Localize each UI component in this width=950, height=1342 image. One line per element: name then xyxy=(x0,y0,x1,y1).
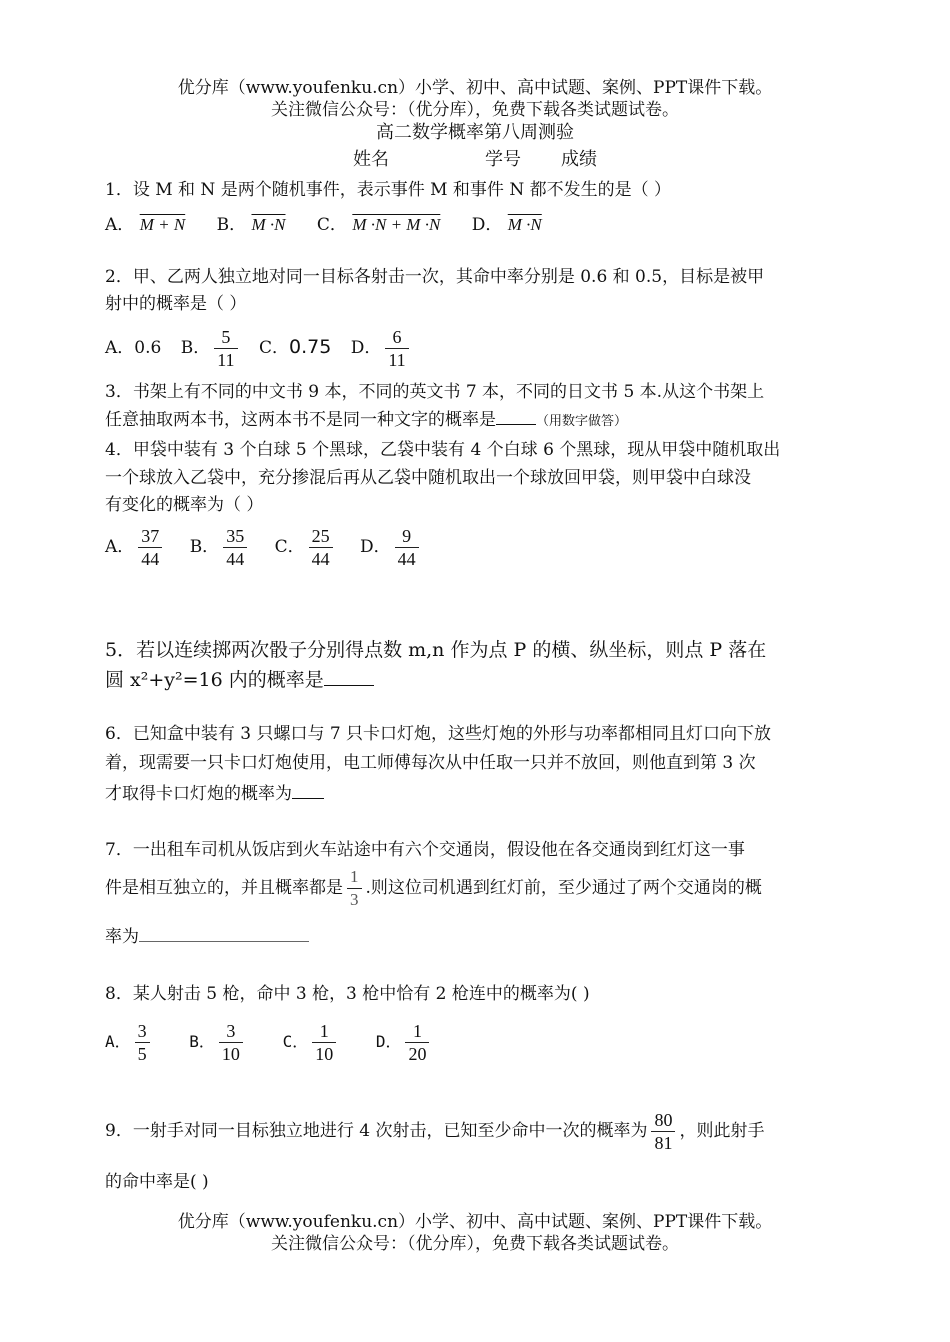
q4-option-b-fraction xyxy=(223,525,247,570)
q1-option-a: M + N xyxy=(139,215,186,234)
q8-option-a-denominator: 5 xyxy=(137,1044,147,1064)
q8-option-a-numerator: 3 xyxy=(135,1020,150,1043)
q1-option-d: M ·N xyxy=(507,215,542,234)
q8-option-c xyxy=(283,1018,341,1066)
q6-line-2: 着，现需要一只卡口灯炮使用，电工师傅每次从中任取一只并不放回，则他直到第 3 次 xyxy=(105,753,756,773)
q4-option-a-numerator: 37 xyxy=(138,525,162,548)
q6-answer-blank[interactable] xyxy=(292,782,324,799)
q2-line-1: 2．甲、乙两人独立地对同一目标各射击一次，其命中率分别是 0.6 和 0.5，目标是被甲 xyxy=(105,267,765,287)
q2-option-d-numerator: 6 xyxy=(385,326,408,349)
q9-line-2: 的命中率是( ) xyxy=(105,1172,209,1192)
q8-option-c-numerator: 1 xyxy=(312,1020,336,1043)
q9-line-1-text-a: 9．一射手对同一目标独立地进行 4 次射击，已知至少命中一次的概率为 xyxy=(105,1121,648,1141)
q8-option-c-fraction xyxy=(312,1020,336,1065)
q8-option-b-numerator: 3 xyxy=(219,1020,243,1043)
q2-option-d-label: D． xyxy=(350,338,382,358)
q9-fraction-denominator: 81 xyxy=(654,1133,673,1153)
q1-option-c: M ·N + M ·N xyxy=(352,215,441,234)
q1-option-c-label: C． xyxy=(316,215,347,235)
q4-option-d xyxy=(360,523,423,571)
q8-option-d-denominator: 20 xyxy=(408,1044,427,1064)
q1-option-d-label: D． xyxy=(471,215,503,235)
q2-option-c-label: C． xyxy=(258,338,289,358)
q6-line-1: 6．已知盒中装有 3 只螺口与 7 只卡口灯炮，这些灯炮的外形与功率都相同且灯口向下放 xyxy=(105,724,772,744)
q8-option-a-label: A． xyxy=(105,1032,131,1051)
q2-option-d-denominator: 11 xyxy=(388,350,406,370)
q5-line-2 xyxy=(105,666,374,693)
q4-line-1: 4．甲袋中装有 3 个白球 5 个黑球，乙袋中装有 4 个白球 6 个黑球，现从甲袋中随机取出 xyxy=(105,440,781,460)
q8-options xyxy=(105,1018,451,1068)
q7-probability-fraction xyxy=(347,866,362,911)
q4-option-c-denominator: 44 xyxy=(311,549,330,569)
q2-option-b-fraction xyxy=(214,326,237,371)
q4-option-b xyxy=(190,523,252,571)
q3-line-2-text: 任意抽取两本书，这两本书不是同一种文字的概率是 xyxy=(105,410,496,430)
q1-stem: 1．设 M 和 N 是两个随机事件，表示事件 M 和事件 N 都不发生的是（ ） xyxy=(105,180,672,200)
q4-option-d-denominator: 44 xyxy=(397,549,416,569)
q4-option-b-numerator: 35 xyxy=(223,525,247,548)
q8-option-c-label: C． xyxy=(282,1032,309,1051)
q3-line-2 xyxy=(105,408,627,433)
q2-option-a: A．0.6 xyxy=(105,338,162,358)
q3-note: （用数字做答） xyxy=(536,414,628,429)
q5-line-2-text: 圆 x²+y²=16 内的概率是 xyxy=(105,669,324,691)
q4-option-d-numerator: 9 xyxy=(395,525,419,548)
q7-line-2-text-b: .则这位司机遇到红灯前，至少通过了两个交通岗的概 xyxy=(365,878,762,898)
page-title: 高二数学概率第八周测验 xyxy=(376,122,574,143)
q7-line-2 xyxy=(105,864,762,914)
q8-option-d xyxy=(376,1018,434,1066)
q4-option-d-fraction xyxy=(395,525,419,570)
q1-option-b: M ·N xyxy=(251,215,286,234)
q4-option-c-numerator: 25 xyxy=(309,525,333,548)
id-label: 学号 xyxy=(485,149,521,170)
q8-option-b xyxy=(189,1018,247,1066)
q8-option-d-fraction xyxy=(405,1020,429,1065)
q4-option-b-label: B． xyxy=(189,537,220,557)
q4-line-3: 有变化的概率为（ ） xyxy=(105,495,264,515)
q7-line-3 xyxy=(105,925,309,948)
q8-option-b-label: B． xyxy=(189,1032,215,1051)
q9-line-1 xyxy=(105,1107,764,1157)
header-line-2: 关注微信公众号：（优分库），免费下载各类试题试卷。 xyxy=(271,100,679,120)
q2-option-c: 0.75 xyxy=(288,336,332,358)
q7-fraction-numerator: 1 xyxy=(347,866,362,889)
q8-option-d-label: D． xyxy=(375,1032,402,1051)
footer-line-2: 关注微信公众号：（优分库），免费下载各类试题试卷。 xyxy=(271,1234,679,1254)
q8-option-b-denominator: 10 xyxy=(221,1044,240,1064)
q2-option-b-numerator: 5 xyxy=(214,326,237,349)
name-label: 姓名 xyxy=(353,149,389,170)
q4-option-c xyxy=(275,523,337,571)
q6-line-3-text: 才取得卡口灯炮的概率为 xyxy=(105,784,292,804)
q7-line-3-text: 率为 xyxy=(105,927,139,947)
score-label: 成绩 xyxy=(561,149,597,170)
q4-line-2: 一个球放入乙袋中，充分掺混后再从乙袋中随机取出一个球放回甲袋，则甲袋中白球没 xyxy=(105,468,751,488)
q4-option-a-label: A． xyxy=(105,537,135,557)
q4-options xyxy=(105,523,441,573)
q8-option-b-fraction xyxy=(219,1020,243,1065)
header-line-1: 优分库（www.youfenku.cn）小学、初中、高中试题、案例、PPT课件下载。 xyxy=(177,78,773,98)
q9-line-1-text-b: ，则此射手 xyxy=(679,1121,765,1141)
q9-probability-fraction xyxy=(651,1109,675,1154)
q2-option-b-denominator: 11 xyxy=(217,350,235,370)
q2-option-b-label: B． xyxy=(180,338,211,358)
student-info xyxy=(0,149,950,171)
q3-line-1: 3．书架上有不同的中文书 9 本，不同的英文书 7 本，不同的日文书 5 本.从这个书架上 xyxy=(105,382,765,402)
q3-answer-blank[interactable] xyxy=(496,408,536,425)
q1-options xyxy=(105,214,542,236)
footer-line-1: 优分库（www.youfenku.cn）小学、初中、高中试题、案例、PPT课件下载。 xyxy=(177,1212,773,1232)
q5-answer-blank[interactable] xyxy=(324,666,374,686)
q1-option-b-label: B． xyxy=(216,215,247,235)
q8-option-c-denominator: 10 xyxy=(315,1044,334,1064)
q4-option-c-fraction xyxy=(309,525,333,570)
q4-option-d-label: D． xyxy=(360,537,391,557)
q8-option-a-fraction xyxy=(135,1020,150,1065)
q7-line-2-text-a: 件是相互独立的，并且概率都是 xyxy=(105,878,343,898)
q4-option-c-label: C． xyxy=(274,537,305,557)
q6-line-3 xyxy=(105,782,324,805)
q9-fraction-numerator: 80 xyxy=(651,1109,675,1132)
q7-fraction-denominator: 3 xyxy=(350,890,359,909)
q4-option-b-denominator: 44 xyxy=(226,549,245,569)
q2-options xyxy=(105,323,413,373)
q4-option-a-fraction xyxy=(138,525,162,570)
q8-option-d-numerator: 1 xyxy=(405,1020,429,1043)
q8-option-a xyxy=(105,1018,154,1066)
q4-option-a-denominator: 44 xyxy=(141,549,160,569)
q4-option-a xyxy=(105,523,166,571)
q1-option-a-label: A． xyxy=(105,215,135,235)
q2-line-2: 射中的概率是（ ） xyxy=(105,294,247,314)
q7-answer-blank[interactable] xyxy=(139,925,309,942)
q2-option-d-fraction xyxy=(385,326,408,371)
q8-stem: 8．某人射击 5 枪，命中 3 枪，3 枪中恰有 2 枪连中的概率为( ) xyxy=(105,984,590,1004)
q7-line-1: 7．一出租车司机从饭店到火车站途中有六个交通岗，假设他在各交通岗到红灯这一事 xyxy=(105,840,745,860)
q5-line-1: 5．若以连续掷两次骰子分别得点数 m,n 作为点 P 的横、纵坐标，则点 P 落在 xyxy=(105,639,767,661)
